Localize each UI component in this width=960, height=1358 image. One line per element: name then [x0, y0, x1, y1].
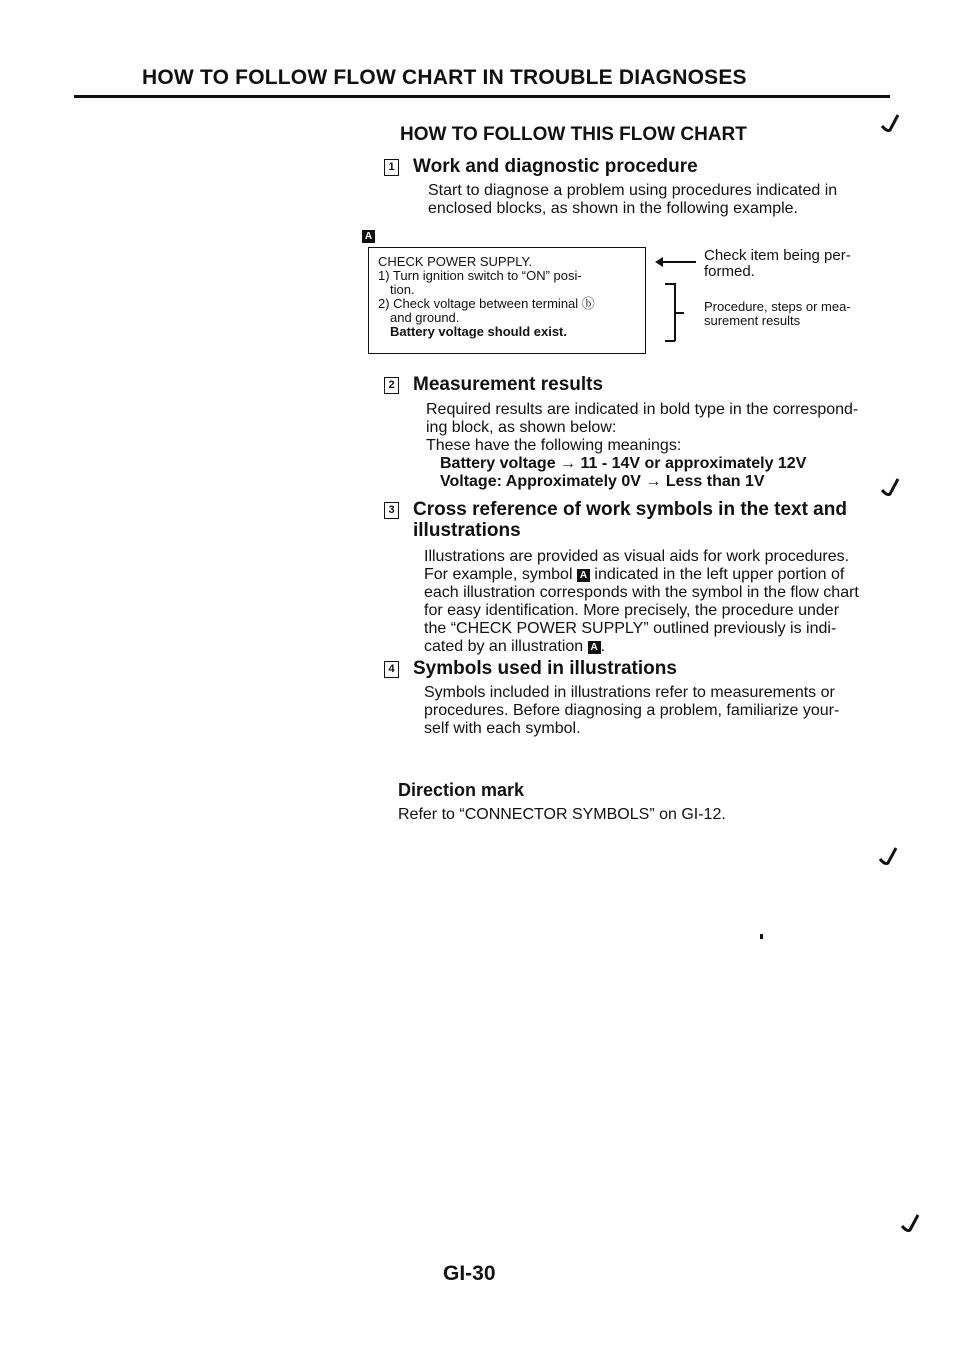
section-2-title: Measurement results: [413, 374, 604, 395]
note-line: Check item being per-: [704, 247, 851, 264]
section-1-number: 1: [384, 159, 399, 176]
section-4-line: self with each symbol.: [424, 720, 581, 737]
section-3-text: indicated in the left upper portion of: [589, 566, 845, 583]
note-check-item: [704, 248, 851, 280]
section-4-line: Symbols included in illustrations refer to measurements or: [424, 684, 835, 701]
section-2-number: 2: [384, 377, 399, 394]
margin-check-icon: [878, 476, 902, 500]
example-line: tion.: [390, 282, 415, 297]
page-header-title: HOW TO FOLLOW FLOW CHART IN TROUBLE DIAGNOSES: [142, 66, 747, 89]
section-4-number: 4: [384, 661, 399, 678]
section-1-title: Work and diagnostic procedure: [413, 156, 698, 177]
symbol-a-icon: A: [362, 230, 375, 243]
bracket-bottom: [665, 340, 675, 342]
section-2-line: These have the following meanings:: [426, 437, 682, 454]
arrow-line: [660, 261, 696, 263]
section-3-line: [424, 566, 859, 584]
note-line: Procedure, steps or mea-: [704, 299, 851, 314]
section-4-heading: [384, 658, 677, 680]
section-2-line: Required results are indicated in bold type in the correspond-: [426, 401, 859, 418]
example-line: CHECK POWER SUPPLY.: [378, 254, 533, 269]
bracket-mid: [674, 312, 684, 314]
example-result-line: Battery voltage should exist.: [390, 324, 567, 339]
example-check-block: [368, 247, 646, 354]
direction-mark-text: Refer to “CONNECTOR SYMBOLS” on GI-12.: [398, 806, 726, 823]
section-3-title: illustrations: [413, 520, 521, 541]
example-line: and ground.: [390, 310, 460, 325]
section-4-line: procedures. Before diagnosing a problem, familiarize your-: [424, 702, 840, 719]
section-4-title: Symbols used in illustrations: [413, 658, 677, 679]
margin-check-icon: [876, 845, 900, 869]
section-3-text: cated by an illustration: [424, 638, 588, 655]
note-procedure: [704, 300, 851, 328]
section-3-line: [424, 638, 859, 656]
section-2-bold-line: Battery voltage → 11 - 14V or approximately 12V: [440, 455, 807, 472]
section-3-line: the “CHECK POWER SUPPLY” outlined previously is indi-: [424, 620, 837, 637]
section-3-line: for easy identification. More precisely, the procedure under: [424, 602, 840, 619]
section-1-body: [428, 182, 837, 218]
symbol-a-icon: A: [588, 641, 601, 654]
section-2-body: [426, 401, 858, 491]
section-3-heading: [384, 499, 847, 541]
example-line: 1) Turn ignition switch to “ON” posi-: [378, 268, 582, 283]
margin-check-icon: [878, 112, 902, 136]
direction-mark-heading: Direction mark: [398, 780, 525, 800]
page-number: GI-30: [443, 1262, 496, 1285]
note-line: formed.: [704, 263, 755, 280]
speck-mark: [760, 934, 763, 939]
section-1-line: enclosed blocks, as shown in the following example.: [428, 200, 798, 217]
example-line: 2) Check voltage between terminal ⓑ: [378, 296, 595, 311]
note-line: surement results: [704, 313, 801, 328]
section-2-line: ing block, as shown below:: [426, 419, 617, 436]
section-2-heading: [384, 374, 603, 396]
section-4-body: [424, 684, 839, 738]
section-3-line: Illustrations are provided as visual aids for work procedures.: [424, 548, 850, 565]
section-3-text: For example, symbol: [424, 566, 577, 583]
section-1-line: Start to diagnose a problem using procedures indicated in: [428, 182, 838, 199]
margin-check-icon: [898, 1212, 922, 1236]
section-3-title: Cross reference of work symbols in the text and: [413, 499, 847, 520]
section-3-line: each illustration corresponds with the symbol in the flow chart: [424, 584, 859, 601]
section-3-body: [424, 548, 859, 656]
section-subtitle: HOW TO FOLLOW THIS FLOW CHART: [400, 124, 747, 145]
section-3-number: 3: [384, 502, 399, 519]
header-rule: [74, 95, 890, 98]
section-3-text: .: [600, 638, 606, 655]
symbol-a-icon: A: [577, 569, 590, 582]
section-2-bold-line: Voltage: Approximately 0V → Less than 1V: [440, 473, 765, 490]
section-1-heading: [384, 156, 698, 178]
